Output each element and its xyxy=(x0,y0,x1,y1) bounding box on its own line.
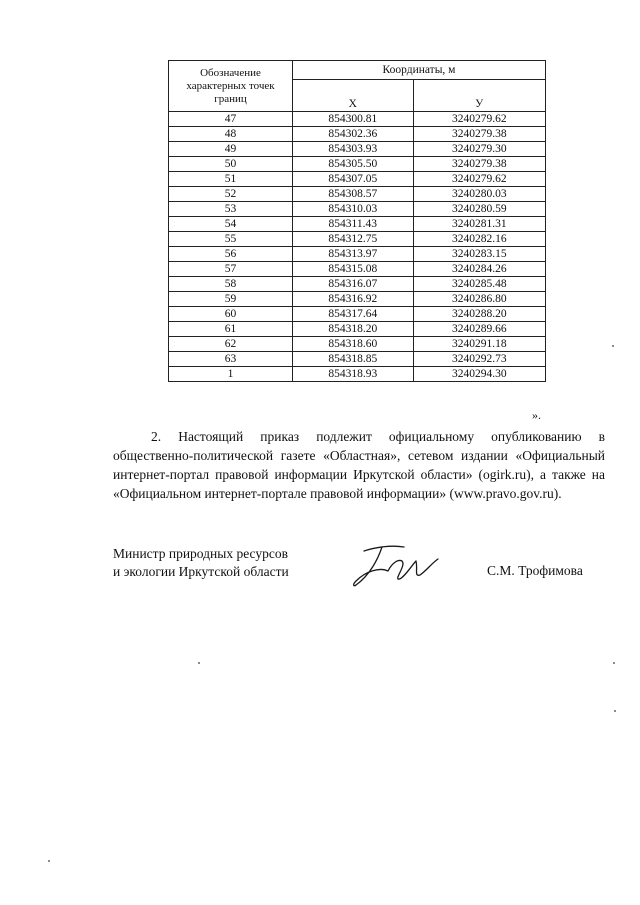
cell-point: 56 xyxy=(169,247,293,262)
scan-speck xyxy=(612,345,614,347)
cell-y: 3240284.26 xyxy=(413,262,546,277)
scan-speck xyxy=(614,710,616,712)
table-row xyxy=(169,112,546,127)
cell-point: 60 xyxy=(169,307,293,322)
coordinates-table xyxy=(168,60,546,382)
cell-point: 48 xyxy=(169,127,293,142)
closing-quote: ». xyxy=(532,408,541,422)
cell-point: 57 xyxy=(169,262,293,277)
scan-speck xyxy=(613,662,615,664)
cell-y: 3240279.62 xyxy=(413,112,546,127)
cell-point: 61 xyxy=(169,322,293,337)
table-row xyxy=(169,262,546,277)
cell-point: 47 xyxy=(169,112,293,127)
table-row xyxy=(169,127,546,142)
cell-y: 3240289.66 xyxy=(413,322,546,337)
cell-point: 62 xyxy=(169,337,293,352)
cell-x: 854316.92 xyxy=(293,292,414,307)
cell-y: 3240285.48 xyxy=(413,277,546,292)
cell-point: 54 xyxy=(169,217,293,232)
cell-x: 854312.75 xyxy=(293,232,414,247)
cell-y: 3240280.03 xyxy=(413,187,546,202)
cell-point: 49 xyxy=(169,142,293,157)
cell-y: 3240282.16 xyxy=(413,232,546,247)
cell-x: 854318.93 xyxy=(293,367,414,382)
table-row xyxy=(169,292,546,307)
cell-x: 854302.36 xyxy=(293,127,414,142)
header-y: У xyxy=(413,80,546,112)
cell-x: 854316.07 xyxy=(293,277,414,292)
cell-point: 59 xyxy=(169,292,293,307)
cell-x: 854311.43 xyxy=(293,217,414,232)
table-row xyxy=(169,232,546,247)
cell-point: 63 xyxy=(169,352,293,367)
table-row xyxy=(169,247,546,262)
header-designation: Обозначение характерных точек границ xyxy=(169,61,293,112)
table-row xyxy=(169,307,546,322)
table-row xyxy=(169,202,546,217)
cell-y: 3240281.31 xyxy=(413,217,546,232)
table-row xyxy=(169,187,546,202)
cell-y: 3240294.30 xyxy=(413,367,546,382)
cell-x: 854315.08 xyxy=(293,262,414,277)
cell-x: 854318.60 xyxy=(293,337,414,352)
cell-x: 854317.64 xyxy=(293,307,414,322)
cell-y: 3240288.20 xyxy=(413,307,546,322)
table-row xyxy=(169,142,546,157)
header-coordinates: Координаты, м xyxy=(293,61,546,80)
cell-point: 1 xyxy=(169,367,293,382)
signatory-name: С.М. Трофимова xyxy=(487,563,583,578)
cell-y: 3240279.30 xyxy=(413,142,546,157)
cell-y: 3240286.80 xyxy=(413,292,546,307)
cell-x: 854305.50 xyxy=(293,157,414,172)
cell-x: 854310.03 xyxy=(293,202,414,217)
table-row xyxy=(169,352,546,367)
cell-y: 3240279.38 xyxy=(413,127,546,142)
table-row xyxy=(169,277,546,292)
cell-x: 854300.81 xyxy=(293,112,414,127)
scan-speck xyxy=(198,662,200,664)
table-row xyxy=(169,367,546,382)
cell-point: 55 xyxy=(169,232,293,247)
cell-point: 50 xyxy=(169,157,293,172)
cell-y: 3240291.18 xyxy=(413,337,546,352)
cell-y: 3240280.59 xyxy=(413,202,546,217)
table-row xyxy=(169,157,546,172)
cell-y: 3240279.62 xyxy=(413,172,546,187)
cell-point: 53 xyxy=(169,202,293,217)
table-row xyxy=(169,217,546,232)
signatory-title xyxy=(113,545,289,581)
cell-x: 854307.05 xyxy=(293,172,414,187)
cell-x: 854303.93 xyxy=(293,142,414,157)
cell-y: 3240292.73 xyxy=(413,352,546,367)
cell-x: 854313.97 xyxy=(293,247,414,262)
signatory-title-line-1: Министр природных ресурсов xyxy=(113,546,288,561)
cell-x: 854308.57 xyxy=(293,187,414,202)
cell-point: 52 xyxy=(169,187,293,202)
cell-y: 3240283.15 xyxy=(413,247,546,262)
cell-x: 854318.20 xyxy=(293,322,414,337)
table-body xyxy=(169,112,546,382)
cell-x: 854318.85 xyxy=(293,352,414,367)
cell-point: 58 xyxy=(169,277,293,292)
header-x: X xyxy=(293,80,414,112)
signatory-title-line-2: и экологии Иркутской области xyxy=(113,564,289,579)
handwritten-signature xyxy=(346,541,446,591)
table-row xyxy=(169,322,546,337)
table-row xyxy=(169,337,546,352)
cell-point: 51 xyxy=(169,172,293,187)
publication-paragraph: 2. Настоящий приказ подлежит официальному опубликованию в общественно-политической газете «Областная», сетевом издании «Официальный интернет-портал правовой информации Иркутской области» (ogirk.ru), а также на «Официальном интернет-портале правовой информации» (www.pravo.gov.ru). xyxy=(113,429,605,501)
table-row xyxy=(169,172,546,187)
scan-speck xyxy=(48,860,50,862)
cell-y: 3240279.38 xyxy=(413,157,546,172)
